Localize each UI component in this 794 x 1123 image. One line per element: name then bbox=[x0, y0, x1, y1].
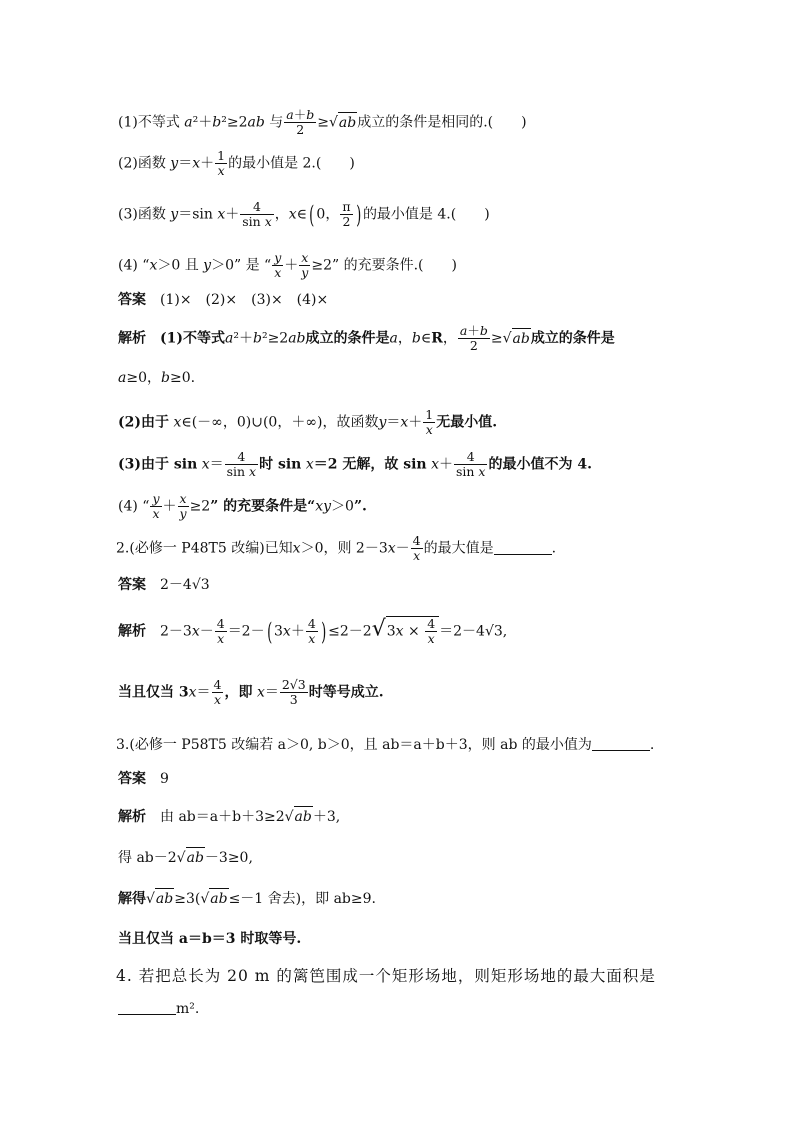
q1-analysis-1: 解析 (1)不等式a²＋b²≥2ab成立的条件是a，b∈R， $\frac{a+b}{2}$ ≥√ab成立的条件是 bbox=[118, 323, 615, 353]
q4-stem-2 bbox=[118, 999, 199, 1019]
q2-eq-text: ＝2－4√3, bbox=[439, 623, 508, 640]
q2-answer-blank[interactable] bbox=[494, 540, 552, 555]
q1-item-4-label: (4) “ bbox=[118, 257, 150, 274]
q1-analysis-1b: a≥0，b≥0. bbox=[118, 370, 196, 386]
q2-analysis-eq: 解析 2－3x－ $\frac{4}{x}$ ＝2－( 3x＋ $\frac{4}{x}$ ) ≤2－2√3x × $\frac{4}{x}$ ＝2－4√3, bbox=[118, 616, 508, 646]
q1-an3-c: ＝2 无解，故 sin bbox=[313, 456, 427, 473]
q3-stem: 3.(必修一 P58T5 改编若 a＞0, b＞0，且 ab＝a＋b＋3，则 ab 的最小值为 . bbox=[116, 737, 655, 753]
analysis-label: 解析 bbox=[118, 809, 146, 825]
q1-an4-c: ”. bbox=[353, 498, 367, 515]
analysis-label: 解析 bbox=[118, 623, 146, 640]
q2-stem-b: ＞0，则 2－3 bbox=[300, 540, 388, 557]
q1-answer-text: (1)× (2)× (3)× (4)× bbox=[160, 292, 329, 308]
q1-item-1: (1)不等式 a²＋b²≥2ab 与 $\frac{a+b}{2}$ ≥√ab成立的条件是相同的.( ) bbox=[118, 107, 527, 137]
q1-item-2-tail: 的最小值是 2.( ) bbox=[228, 155, 355, 172]
frac-4-over-x-e: $\frac{4}{x}$ bbox=[213, 677, 222, 707]
q3-answer-text: 9 bbox=[160, 771, 169, 787]
q1-analysis-3: (3)由于 sin x＝ $\frac{4}{\text{sin x}}$ 时 sin x＝2 无解，故 sin x＋ $\frac{4}{\text{sin x}}$ 的最小值不为 4. bbox=[118, 449, 592, 479]
q3-l1-a: 由 ab＝a＋b＋3≥2 bbox=[160, 809, 285, 825]
q2-stem-c: 的最大值是 bbox=[423, 540, 494, 557]
q4-stem bbox=[116, 966, 656, 986]
q1-analysis-2: (2)由于 x∈(－∞，0)∪(0，＋∞)，故函数y＝x＋ $\frac{1}{x}$ 无最小值. bbox=[118, 407, 498, 437]
q3-answer bbox=[118, 769, 169, 789]
frac-1-over-x: $\frac{1}{x}$ bbox=[217, 148, 226, 178]
q2-cond-a: 当且仅当 3 bbox=[118, 684, 189, 701]
frac-4-over-sinx-b: $\frac{4}{\text{sin x}}$ bbox=[226, 449, 257, 479]
frac-4-over-x-b: $\frac{4}{x}$ bbox=[216, 616, 225, 646]
q1-an3-a: (3)由于 sin bbox=[118, 456, 198, 473]
q1-an1-e: ≥0. bbox=[169, 370, 196, 386]
frac-4-over-x: $\frac{4}{x}$ bbox=[412, 533, 421, 563]
frac-4-over-x-d: $\frac{4}{x}$ bbox=[427, 616, 436, 646]
q3-analysis-2: 得 ab－2√ab－3≥0, bbox=[118, 847, 253, 868]
answer-label: 答案 bbox=[118, 292, 146, 308]
frac-4-over-sinx: $\frac{4}{\text{sin x}}$ bbox=[242, 199, 272, 229]
q1-an2-b: ∈(－∞，0)∪(0，＋∞)，故函数 bbox=[181, 414, 379, 431]
q1-item-3-tail: 的最小值是 4.( ) bbox=[362, 206, 490, 223]
q3-l2-a: 得 ab－2 bbox=[118, 850, 177, 866]
q1-an4-b: ” 的充要条件是“ bbox=[210, 498, 316, 515]
q1-item-3: (3)函数 y＝sin x＋ $\frac{4}{\text{sin x}}$ ，x∈( 0， $\frac{\pi}{2}$ ) 的最小值是 4.( ) bbox=[118, 199, 490, 229]
q3-analysis-3: 解得√ab≥3(√ab≤－1 舍去)，即 ab≥9. bbox=[118, 888, 376, 909]
q1-item-4-tail: ” 的充要条件.( ) bbox=[331, 257, 457, 274]
answer-label: 答案 bbox=[118, 771, 146, 787]
q1-an2-a: (2)由于 bbox=[118, 414, 169, 431]
frac-4-over-x-c: $\frac{4}{x}$ bbox=[307, 616, 316, 646]
q1-an2-c: 无最小值. bbox=[436, 414, 498, 431]
q3-l3-c: ≤－1 舍去)，即 ab≥9. bbox=[228, 891, 376, 907]
frac-4-over-sinx-c: $\frac{4}{\text{sin x}}$ bbox=[455, 449, 486, 479]
q3-l3-a: 解得 bbox=[118, 891, 146, 907]
q2-stem: 2.(必修一 P48T5 改编)已知x＞0，则 2－3x－ $\frac{4}{x}$ 的最大值是 . bbox=[116, 533, 557, 563]
q1-an1-b: 成立的条件是 bbox=[305, 330, 390, 347]
q3-l1-b: ＋3, bbox=[312, 809, 341, 825]
answer-label: 答案 bbox=[118, 577, 146, 593]
q3-stem-text: 3.(必修一 P58T5 改编若 a＞0, b＞0，且 ab＝a＋b＋3，则 ab 的最小值为 bbox=[116, 737, 592, 753]
q1-an3-b: 时 sin bbox=[259, 456, 302, 473]
q3-l2-b: －3≥0, bbox=[204, 850, 253, 866]
analysis-label: 解析 bbox=[118, 330, 146, 347]
q3-l4: 当且仅当 a＝b＝3 时取等号. bbox=[118, 931, 302, 947]
q4-stem-text: 4. 若把总长为 20 m 的篱笆围成一个矩形场地，则矩形场地的最大面积是 bbox=[116, 967, 656, 985]
q3-analysis-4 bbox=[118, 929, 301, 949]
q2-answer bbox=[118, 575, 210, 595]
q1-an1-a: (1)不等式 bbox=[160, 330, 225, 347]
q1-item-1-tail: 成立的条件是相同的.( ) bbox=[357, 114, 527, 131]
q1-item-2: (2)函数 y＝x＋ $\frac{1}{x}$ 的最小值是 2.( ) bbox=[118, 148, 355, 178]
q2-stem-a: 2.(必修一 P48T5 改编)已知 bbox=[116, 540, 293, 557]
q4-unit: m². bbox=[176, 1001, 200, 1017]
frac-a-plus-b-over-2-b: $\frac{a+b}{2}$ bbox=[459, 323, 488, 353]
frac-1-over-x-b: $\frac{1}{x}$ bbox=[425, 407, 434, 437]
q2-condition: 当且仅当 3x＝ $\frac{4}{x}$ ，即 x＝ $\frac{2√3}{3}$ 时等号成立. bbox=[118, 677, 384, 707]
q1-analysis-4: (4) “ $\frac{y}{x}$ ＋ $\frac{x}{y}$ ≥2” 的充要条件是“xy＞0”. bbox=[118, 491, 367, 521]
q1-an4-a: (4) “ bbox=[118, 498, 150, 515]
frac-2sqrt3-over-3: $\frac{2√3}{3}$ bbox=[281, 677, 306, 707]
frac-x-over-y-b: $\frac{x}{y}$ bbox=[179, 491, 187, 521]
q1-item-2-label: (2)函数 bbox=[118, 155, 166, 172]
q3-answer-blank[interactable] bbox=[592, 736, 650, 751]
q2-cond-c: 时等号成立. bbox=[308, 684, 384, 701]
q2-answer-text: 2－4√3 bbox=[160, 577, 210, 593]
q1-an1-c: 成立的条件是 bbox=[530, 330, 615, 347]
q1-item-3-label: (3)函数 bbox=[118, 206, 166, 223]
q2-cond-b: ，即 bbox=[224, 684, 253, 701]
frac-y-over-x: $\frac{y}{x}$ bbox=[274, 250, 282, 280]
frac-y-over-x-b: $\frac{y}{x}$ bbox=[152, 491, 160, 521]
frac-a-plus-b-over-2: $\frac{a+b}{2}$ bbox=[286, 107, 315, 137]
q1-item-4: (4) “x＞0 且 y＞0” 是 “ $\frac{y}{x}$ ＋ $\frac{x}{y}$ ≥2” 的充要条件.( ) bbox=[118, 250, 457, 280]
q1-item-1-label: (1)不等式 bbox=[118, 114, 180, 131]
q3-analysis-1: 解析 由 ab＝a＋b＋3≥2√ab＋3, bbox=[118, 806, 340, 827]
frac-x-over-y: $\frac{x}{y}$ bbox=[301, 250, 309, 280]
frac-pi-over-2: $\frac{\pi}{2}$ bbox=[342, 199, 351, 229]
q1-an1-d: ≥0， bbox=[126, 370, 161, 386]
q1-answer bbox=[118, 290, 328, 310]
q1-an3-d: 的最小值不为 4. bbox=[488, 456, 592, 473]
q4-answer-blank[interactable] bbox=[118, 1000, 176, 1015]
q3-l3-b: ≥3( bbox=[174, 891, 201, 907]
